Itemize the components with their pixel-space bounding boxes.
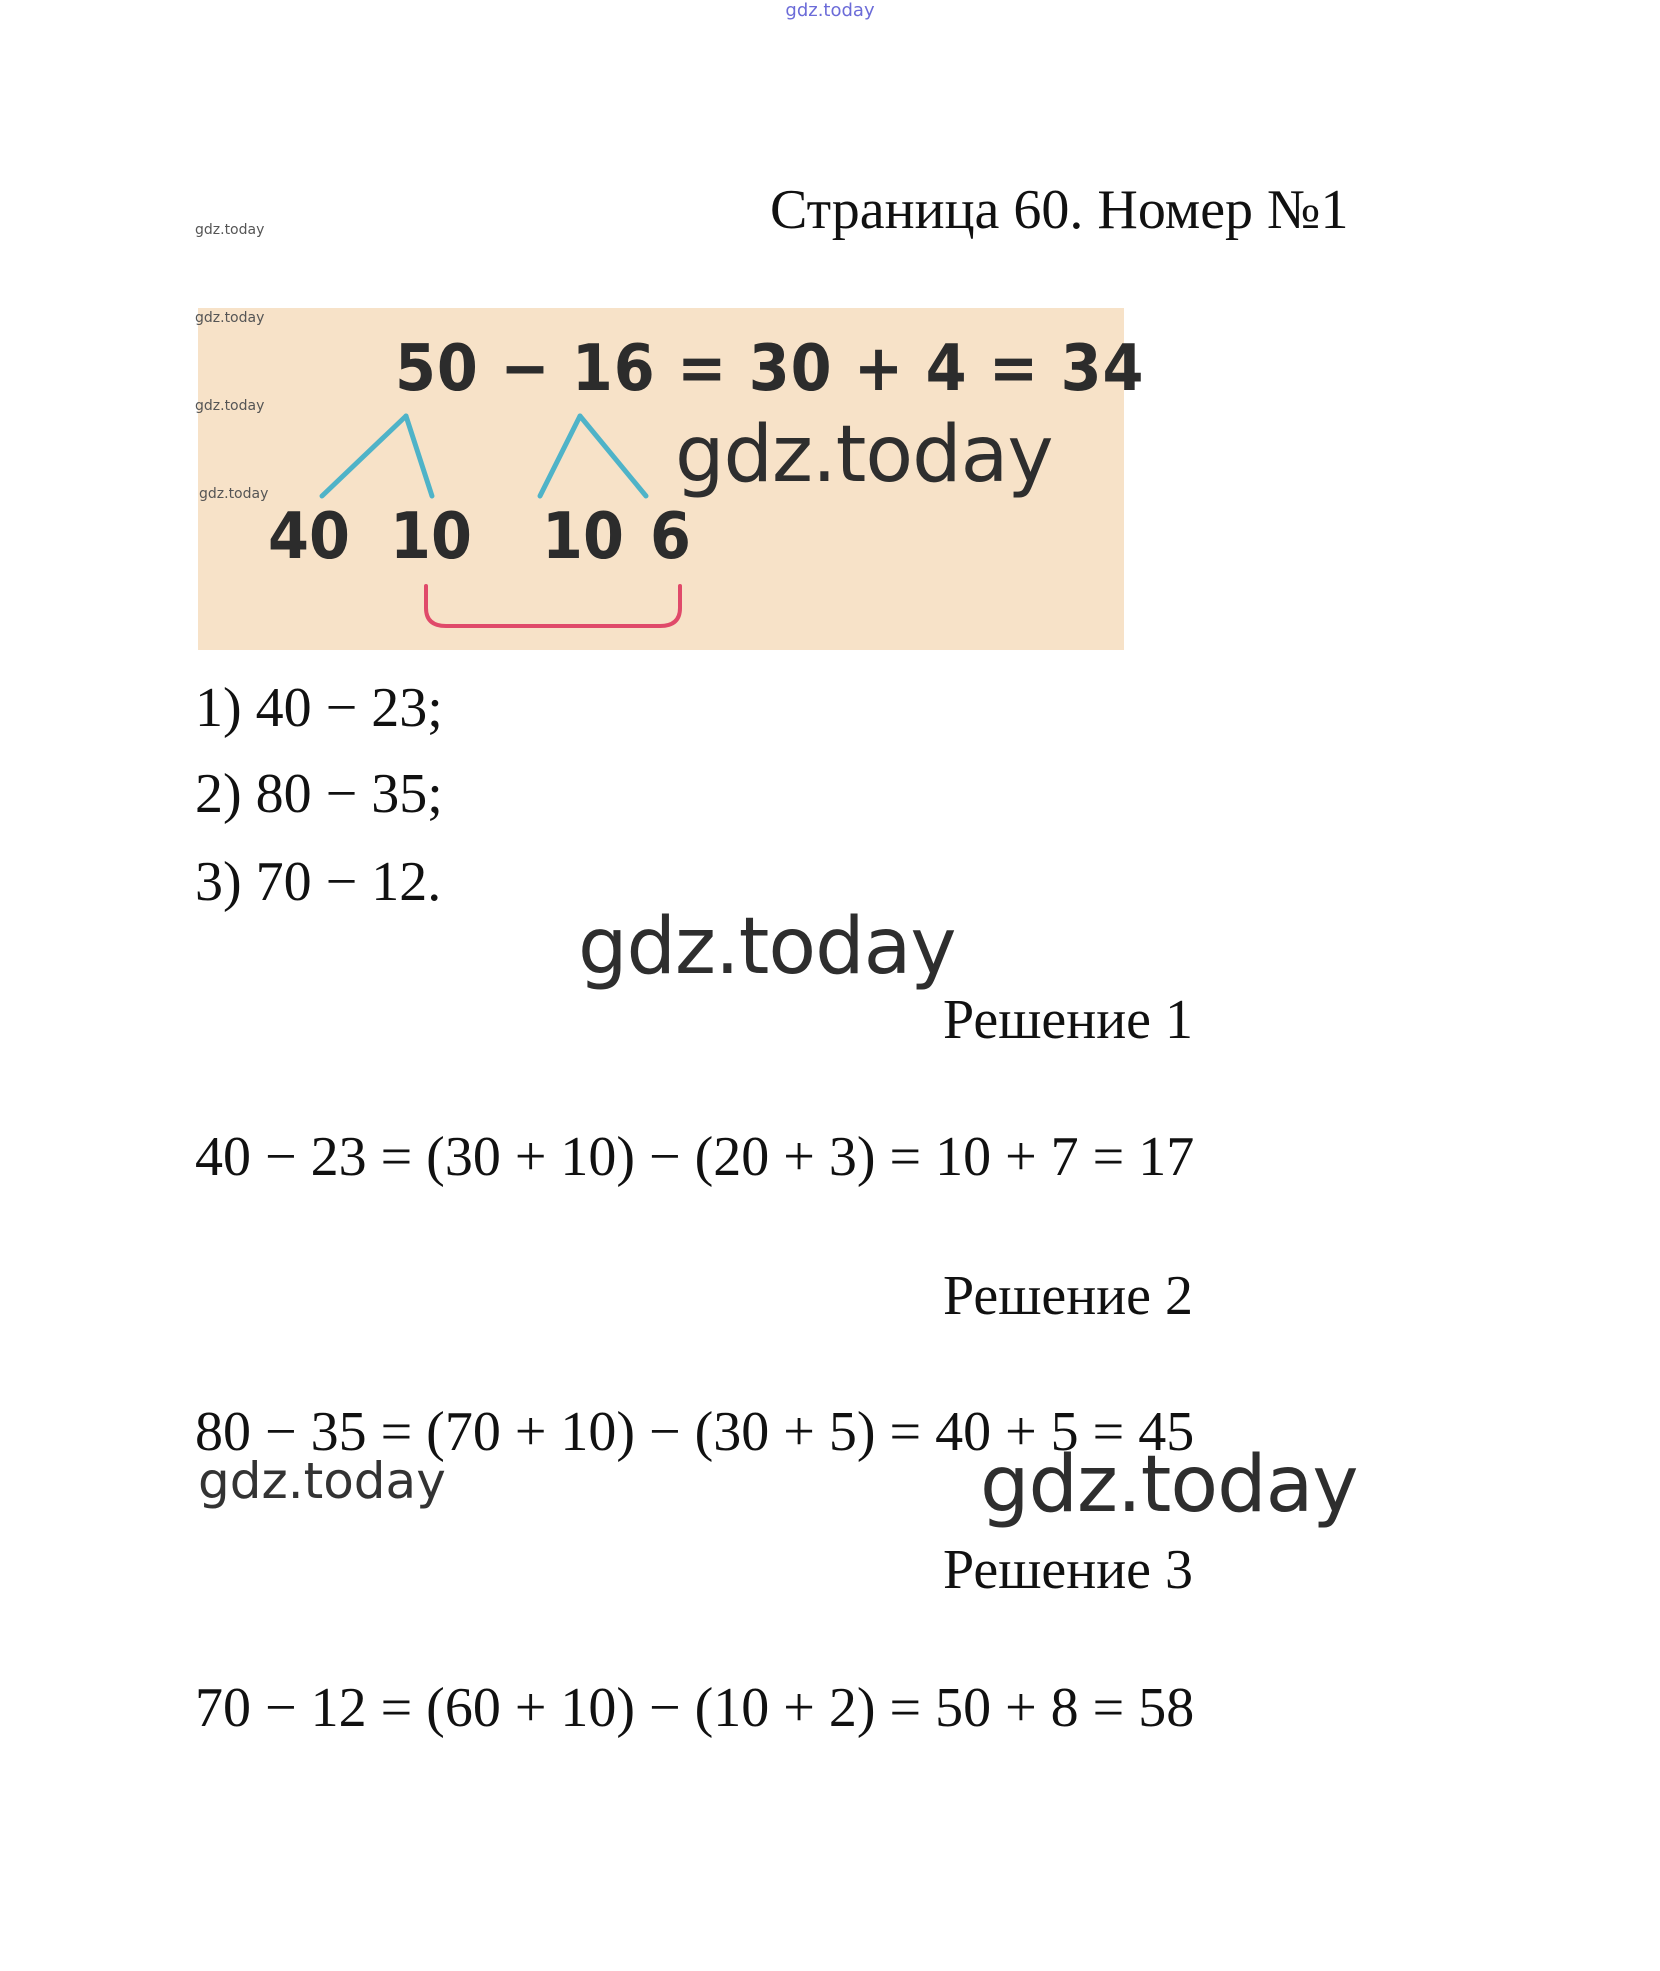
figure-number-40: 40: [268, 500, 350, 574]
solution-2-equation: 80 − 35 = (70 + 10) − (30 + 5) = 40 + 5 = 45: [195, 1401, 1195, 1463]
figure-equation: 50 − 16 = 30 + 4 = 34: [395, 332, 1145, 406]
figure-number-10-right: 10: [542, 500, 624, 574]
task-3: 3) 70 − 12.: [195, 851, 442, 913]
watermark-top: gdz.today: [785, 0, 875, 21]
watermark-bottom-right: gdz.today: [980, 1440, 1358, 1530]
watermark-left-2: gdz.today: [195, 310, 265, 326]
figure-number-10-left: 10: [390, 500, 472, 574]
watermark-bottom-left: gdz.today: [198, 1452, 446, 1510]
solution-1-equation: 40 − 23 = (30 + 10) − (20 + 3) = 10 + 7 = 17: [195, 1126, 1195, 1188]
branch-right-a: [540, 416, 580, 496]
watermark-left-3: gdz.today: [195, 398, 265, 414]
watermark-left-4: gdz.today: [199, 486, 269, 502]
figure-number-6: 6: [650, 500, 691, 574]
branch-lines: [322, 416, 646, 496]
task-2: 2) 80 − 35;: [195, 763, 443, 825]
task-1: 1) 40 − 23;: [195, 677, 443, 739]
branch-left-b: [406, 416, 432, 496]
watermark-center: gdz.today: [578, 902, 956, 992]
branch-right-b: [580, 416, 646, 496]
watermark-left-1: gdz.today: [195, 222, 265, 238]
solution-3-title: Решение 3: [943, 1539, 1194, 1601]
solution-2-title: Решение 2: [943, 1265, 1194, 1327]
solution-1-title: Решение 1: [943, 989, 1194, 1051]
watermark-figure: gdz.today: [675, 410, 1053, 500]
bracket-connector: [426, 586, 680, 626]
solution-3-equation: 70 − 12 = (60 + 10) − (10 + 2) = 50 + 8 = 58: [195, 1677, 1195, 1739]
branch-left-a: [322, 416, 406, 496]
page-title: Страница 60. Номер №1: [770, 179, 1349, 241]
